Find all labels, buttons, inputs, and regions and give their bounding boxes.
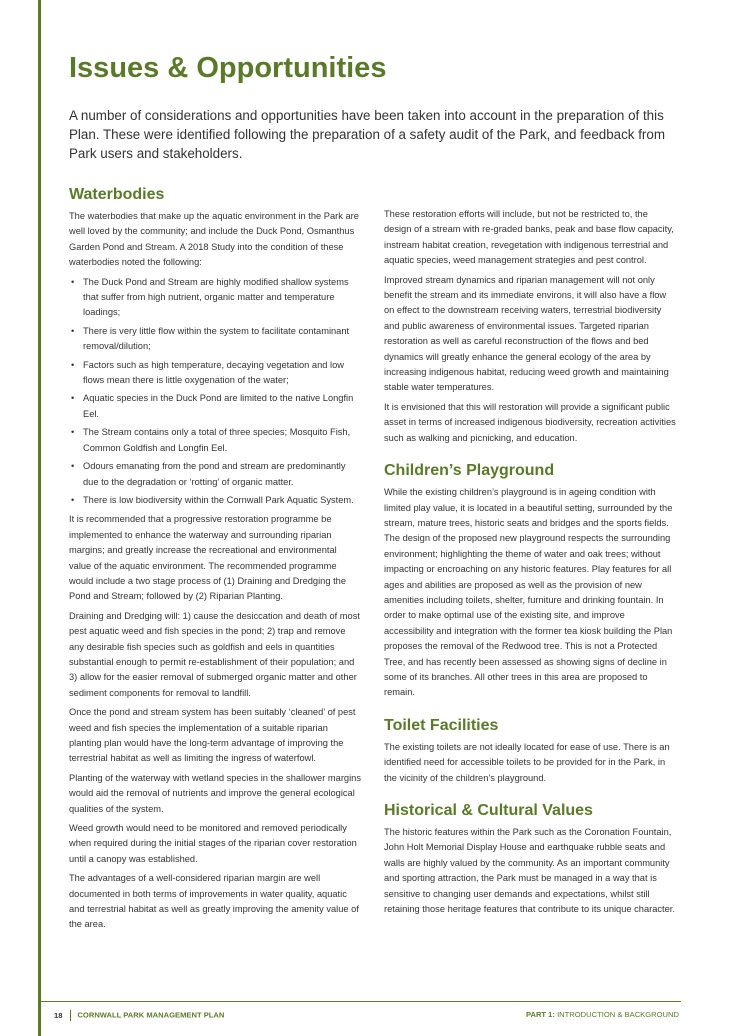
- footer-right: [526, 1010, 679, 1019]
- list-item: • Factors such as high temperature, decaying vegetation and low flows mean there is little oxygenation of the water;: [69, 358, 361, 389]
- waterbodies-heading: Waterbodies: [69, 186, 165, 203]
- list-item: • The Stream contains only a total of three species; Mosquito Fish, Common Goldfish and Longfin Eel.: [69, 425, 361, 456]
- waterbodies-bullet-list: [69, 275, 361, 509]
- body-paragraph: Once the pond and stream system has been suitably ‘cleaned’ of pest weed and fish species the implementation of a suitable riparian planting plan would have the long-term advantage of improving the terrestrial habitat as well as limiting the ingress of waterfowl.: [69, 707, 356, 764]
- page-title: Issues & Opportunities: [69, 52, 387, 84]
- list-item: • There is very little flow within the system to facilitate contaminant removal/dilution;: [69, 324, 361, 355]
- playground-paragraph: While the existing children’s playground is in ageing condition with limited play value, it is located in a beautiful setting, surrounded by the stream, mature trees, historic seats and bridges and the sports fields. The design of the proposed new playground respects the surrounding environment; highlighting the theme of water and oak trees; without impacting or encroaching on any historic features. Play features for all ages and abilities are proposed as well as the provision of new amenities including toilets, shelter, furniture and drinking fountain. In order to make optimal use of the existing site, and improve accessibility and integration with the former tea kiosk building the Plan proposes the removal of the Redwood tree. This is not a Protected Tree, and has recently been assessed as showing signs of decline in some of its branches. All other trees in this area are proposed to remain.: [384, 487, 673, 698]
- page-number: 18: [54, 1010, 63, 1020]
- body-paragraph: Weed growth would need to be monitored and removed periodically when required during the initial stages of the riparian cover restoration until a canopy was established.: [69, 823, 357, 864]
- waterbodies-intro: The waterbodies that make up the aquatic environment in the Park are well loved by the community; and include the Duck Pond, Osmanthus Garden Pond and Stream. A 2018 Study into the condition of these waterbodies noted the following:: [69, 211, 359, 268]
- part-title: INTRODUCTION & BACKGROUND: [557, 1010, 679, 1019]
- body-paragraph: It is envisioned that this will restoration will provide a significant public asset in terms of increased indigenous biodiversity, recreation activities such as walking and picnicking, and education.: [384, 401, 676, 443]
- toilets-paragraph: The existing toilets are not ideally located for ease of use. There is an identified need for accessible toilets to be provided for in the Park, in the vicinity of the children’s playground.: [384, 741, 670, 783]
- body-paragraph: It is recommended that a progressive restoration programme be implemented to enhance the waterway and surrounding riparian margins; and greatly increase the recreational and environmental value of the aquatic environment. The recommended programme would include a two stage process of (1) Draining and Dredging the Pond and Stream; followed by (2) Riparian Planting.: [69, 514, 347, 602]
- toilets-heading: Toilet Facilities: [384, 716, 499, 734]
- part-label: PART 1:: [525, 1010, 555, 1019]
- footer-separator: [70, 1010, 71, 1021]
- body-paragraph: Planting of the waterway with wetland species in the shallower margins would aid the removal of nutrients and improve the general ecological qualities of the system.: [69, 772, 361, 814]
- body-paragraph: These restoration efforts will include, but not be restricted to, the design of a stream with re-graded banks, peak and base flow capacity, instream habitat creation, revegetation with indigenous terrestrial and aquatic species, weed management strategies and pest control.: [384, 209, 674, 266]
- list-item: • The Duck Pond and Stream are highly modified shallow systems that suffer from high nutrient, organic matter and temperature loadings;: [69, 275, 361, 321]
- list-item: • There is low biodiversity within the Cornwall Park Aquatic System.: [69, 493, 361, 508]
- heritage-paragraph: The historic features within the Park such as the Coronation Fountain, John Holt Memorial Display House and earthquake rubble seats and walls are highly valued by the community. As an important community and sporting attraction, the Park must be managed in a way that is sensitive to changing user demands and expectations, whilst still retaining those heritage features that contribute to its unique character.: [384, 827, 675, 915]
- footer-divider: [38, 1001, 681, 1002]
- intro-paragraph: A number of considerations and opportunities have been taken into account in the preparation of this Plan. These were identified following the preparation of a safety audit of the Park, and feedback from Park users and stakeholders.: [69, 108, 665, 161]
- body-paragraph: Draining and Dredging will: 1) cause the desiccation and death of most pest aquatic weed and fish species in the pond; 2) trap and remove any desirable fish species such as goldfish and eels in quantities substantial enough to permit re-establishment of their population; and 3) allow for the easier removal of submerged organic matter and other sediment components for removal to landfill.: [69, 610, 360, 698]
- left-margin-rule: [38, 0, 41, 1036]
- right-column: [384, 207, 676, 921]
- playground-heading: Children’s Playground: [384, 462, 555, 480]
- heritage-heading: Historical & Cultural Values: [384, 802, 593, 819]
- list-item: • Odours emanating from the pond and stream are predominantly due to the degradation or ‘rotting’ of organic matter.: [69, 459, 361, 490]
- left-column: [69, 184, 361, 937]
- body-paragraph: Improved stream dynamics and riparian management will not only benefit the stream and its immediate environs, it will also have a flow on effect to the downstream receiving waters, terrestrial biodiversity and public awareness of environmental issues. Targeted riparian restoration as well as careful reconstruction of the flows and bed dynamics will greatly enhance the general ecology of the area by increasing indigenous habitat, reducing weed growth and maintaining stable water temperatures.: [384, 274, 669, 393]
- body-paragraph: The advantages of a well-considered riparian margin are well documented in both terms of improvements in water quality, aquatic and terrestrial habitat as well as greatly improving the amenity value of the area.: [69, 873, 359, 930]
- footer-left: [54, 1010, 224, 1021]
- document-title: CORNWALL PARK MANAGEMENT PLAN: [77, 1010, 225, 1020]
- list-item: • Aquatic species in the Duck Pond are limited to the native Longfin Eel.: [69, 391, 361, 422]
